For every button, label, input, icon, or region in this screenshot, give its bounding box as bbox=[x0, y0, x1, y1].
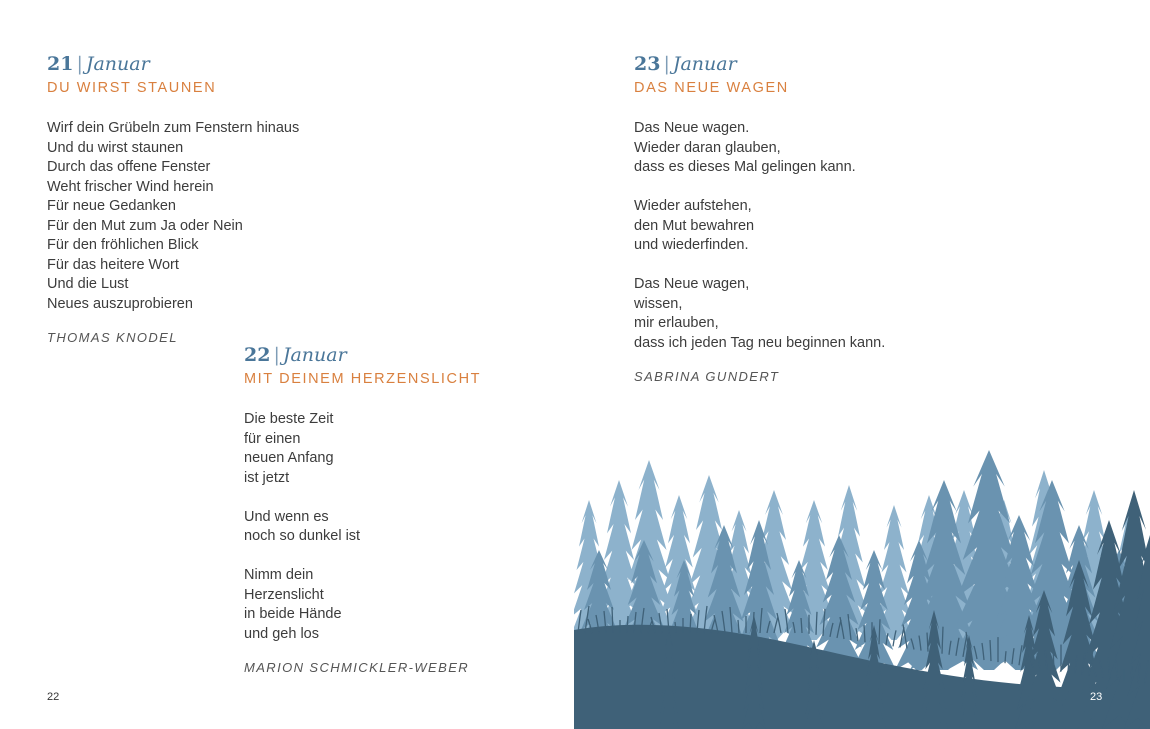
date-separator: | bbox=[273, 344, 280, 366]
poem-line: Wieder daran glauben, bbox=[634, 139, 781, 156]
poem-stanza bbox=[634, 275, 885, 353]
poem-line: Nimm dein bbox=[244, 567, 314, 583]
poem-stanza bbox=[47, 119, 299, 314]
poem-line: und geh los bbox=[244, 625, 319, 642]
date-month: Januar bbox=[85, 53, 150, 75]
poem-line: Das Neue wagen, bbox=[634, 276, 750, 292]
poem-line: Und du wirst staunen bbox=[47, 139, 184, 156]
page-number-left: 22 bbox=[47, 691, 60, 703]
entry-21-januar bbox=[47, 53, 299, 345]
entry-date bbox=[47, 53, 299, 75]
poem-line: Neues auszuprobieren bbox=[47, 295, 193, 312]
date-separator: | bbox=[76, 53, 83, 75]
poem-author: SABRINA GUNDERT bbox=[634, 369, 780, 384]
poem-line: Weht frischer Wind herein bbox=[47, 178, 214, 195]
poem-body bbox=[244, 410, 481, 644]
entry-22-januar bbox=[244, 344, 481, 675]
poem-author: MARION SCHMICKLER-WEBER bbox=[244, 660, 470, 675]
poem-line: Wirf dein Grübeln zum Fenstern hinaus bbox=[47, 120, 300, 136]
poem-body bbox=[634, 119, 885, 353]
poem-stanza bbox=[244, 410, 481, 488]
poem-line: Das Neue wagen. bbox=[634, 120, 750, 136]
entry-23-januar bbox=[634, 53, 885, 384]
poem-author: THOMAS KNODEL bbox=[47, 330, 178, 345]
poem-line: Für den fröhlichen Blick bbox=[47, 237, 199, 253]
date-month: Januar bbox=[672, 53, 737, 75]
poem-line: mir erlauben, bbox=[634, 315, 719, 331]
date-separator: | bbox=[663, 53, 670, 75]
poem-line: Wieder aufstehen, bbox=[634, 198, 752, 214]
poem-line: und wiederfinden. bbox=[634, 237, 749, 253]
page-number-right: 23 bbox=[1090, 691, 1103, 703]
poem-line: Für neue Gedanken bbox=[47, 198, 176, 214]
poem-stanza bbox=[634, 197, 885, 256]
poem-line: Für das heitere Wort bbox=[47, 256, 179, 273]
poem-line: Und wenn es bbox=[244, 508, 329, 525]
poem-body bbox=[47, 119, 299, 314]
poem-line: in beide Hände bbox=[244, 606, 342, 622]
poem-stanza bbox=[244, 566, 481, 644]
poem-line: dass es dieses Mal gelingen kann. bbox=[634, 159, 856, 175]
date-month: Januar bbox=[282, 344, 347, 366]
entry-date bbox=[634, 53, 885, 75]
date-day: 23 bbox=[634, 53, 661, 75]
poem-line: Die beste Zeit bbox=[244, 411, 334, 427]
poem-line: noch so dunkel ist bbox=[244, 528, 361, 544]
poem-stanza bbox=[634, 119, 885, 178]
forest-illustration bbox=[574, 440, 1150, 729]
poem-line: für einen bbox=[244, 430, 301, 447]
date-day: 22 bbox=[244, 344, 271, 366]
poem-line: Herzenslicht bbox=[244, 586, 324, 603]
poem-title: DAS NEUE WAGEN bbox=[634, 80, 789, 96]
poem-line: Für den Mut zum Ja oder Nein bbox=[47, 217, 243, 234]
poem-line: Durch das offene Fenster bbox=[47, 159, 211, 175]
poem-line: Und die Lust bbox=[47, 276, 129, 292]
date-day: 21 bbox=[47, 53, 74, 75]
poem-stanza bbox=[244, 508, 481, 547]
poem-line: wissen, bbox=[634, 295, 683, 312]
poem-line: dass ich jeden Tag neu beginnen kann. bbox=[634, 334, 886, 351]
poem-line: den Mut bewahren bbox=[634, 217, 755, 234]
poem-line: ist jetzt bbox=[244, 469, 290, 486]
entry-date bbox=[244, 344, 481, 366]
poem-title: MIT DEINEM HERZENSLICHT bbox=[244, 371, 482, 387]
poem-line: neuen Anfang bbox=[244, 450, 334, 466]
poem-title: DU WIRST STAUNEN bbox=[47, 80, 217, 96]
